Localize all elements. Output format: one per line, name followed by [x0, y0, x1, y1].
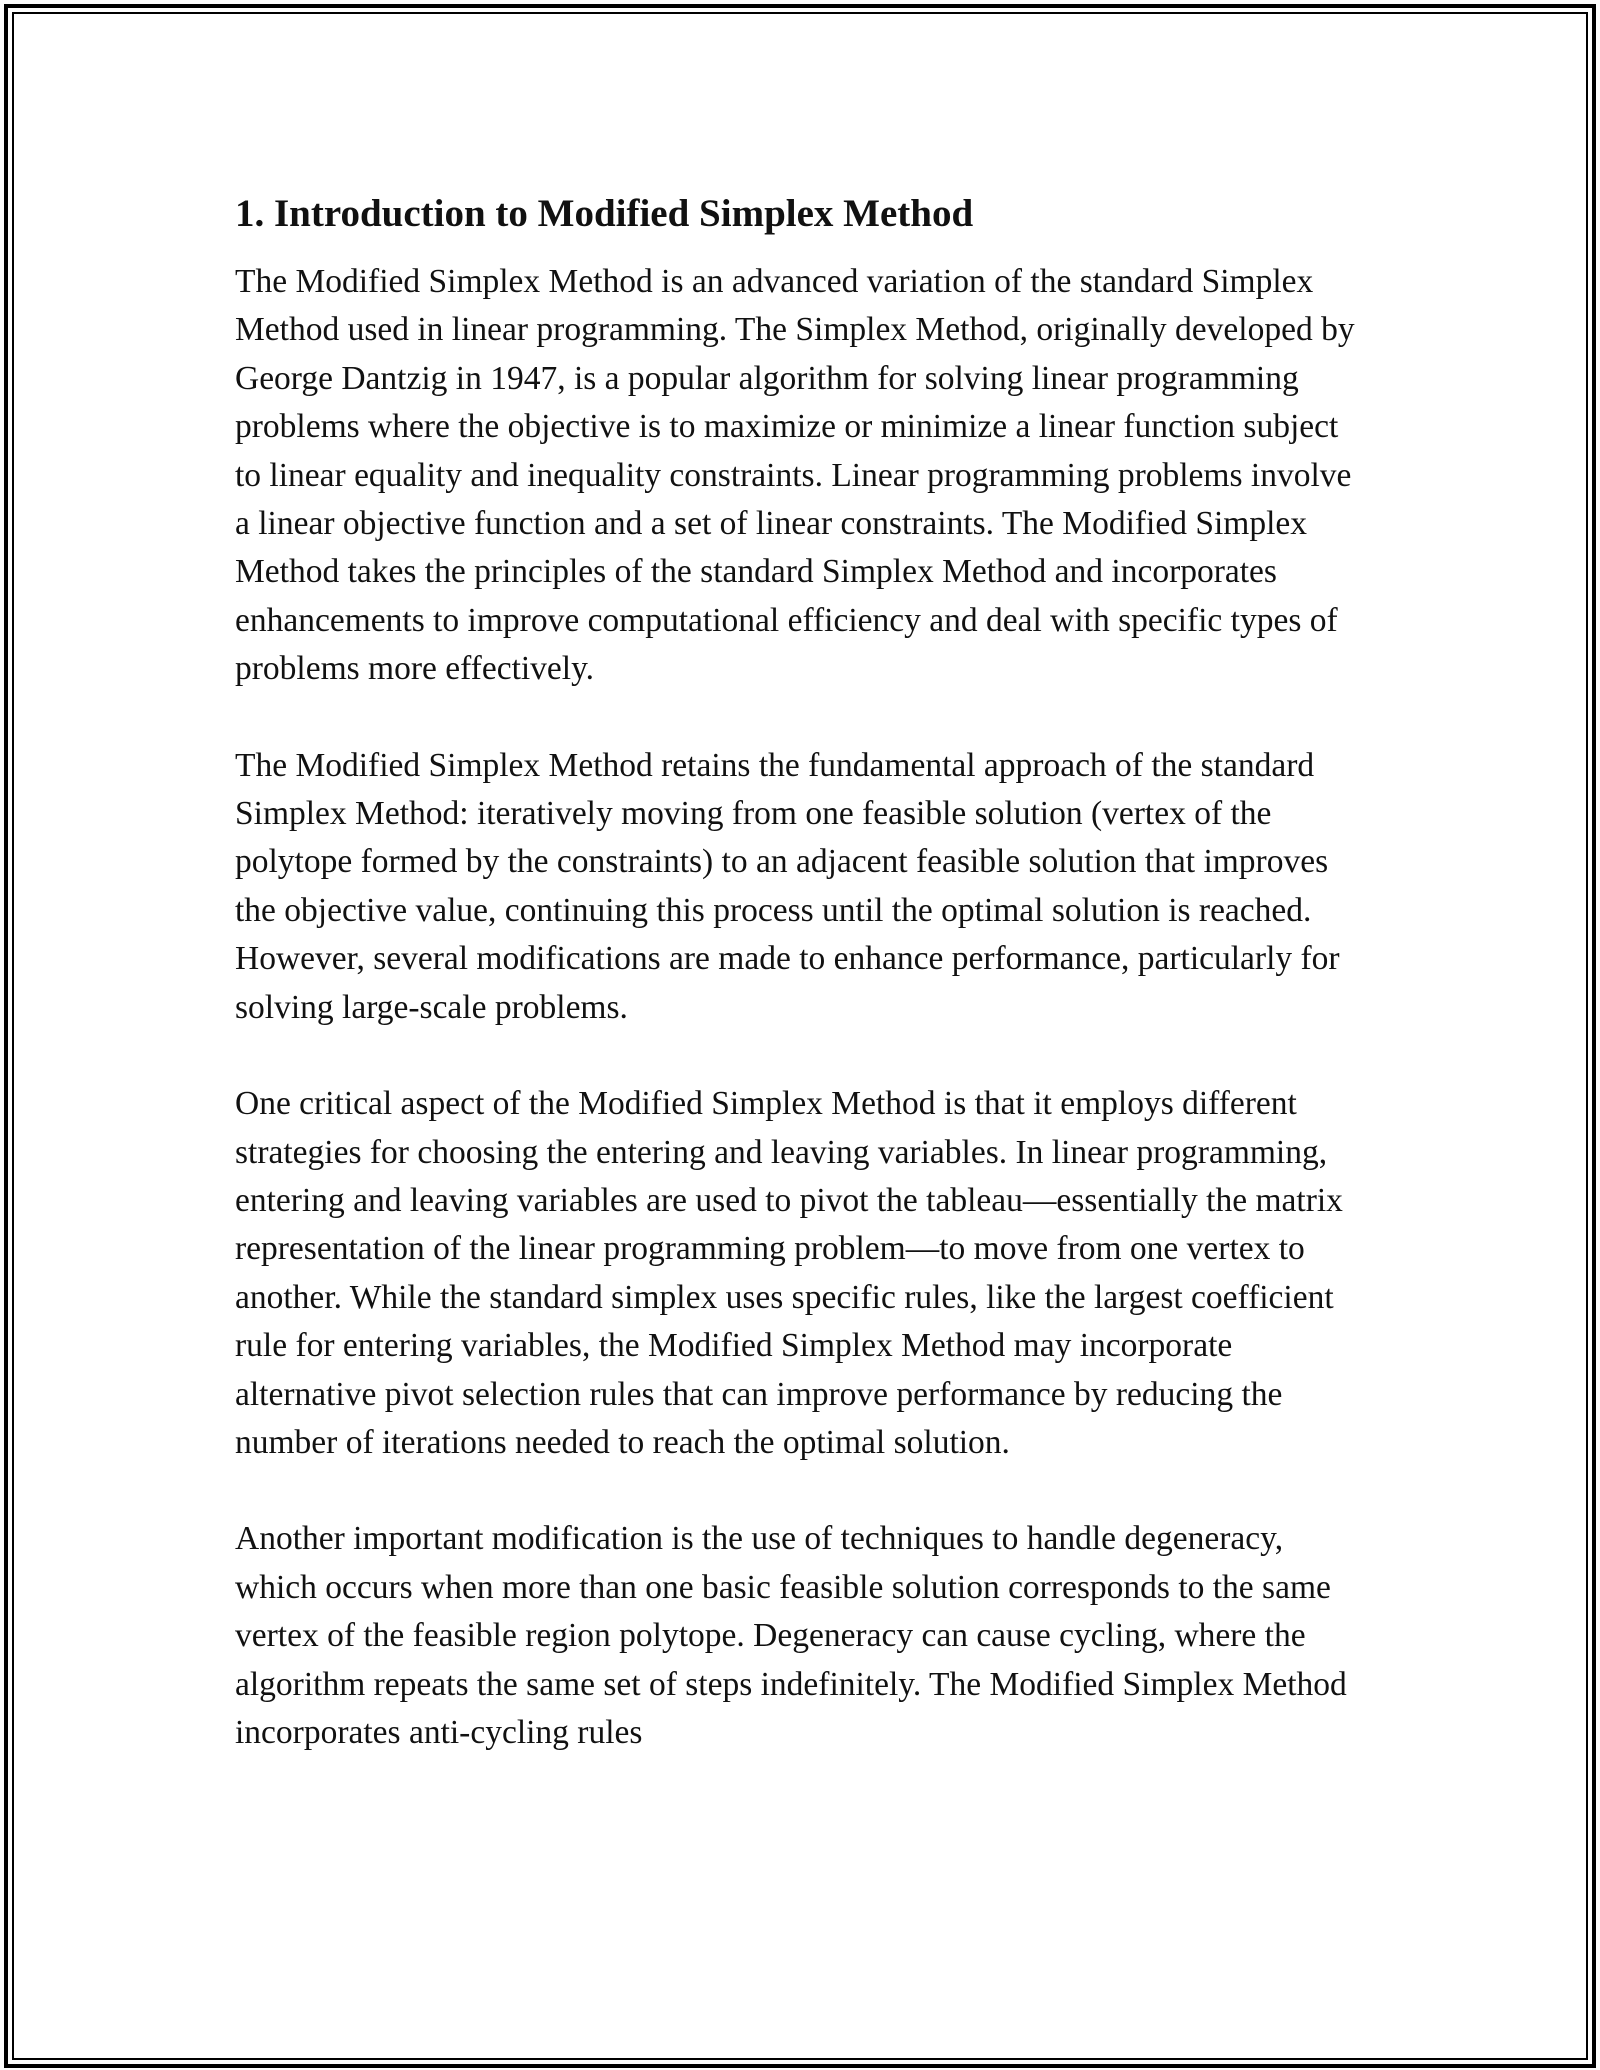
paragraph-pivot-rules: One critical aspect of the Modified Simplex Method is that it employs different strategies for choosing the entering and leaving variables. In linear programming, entering and leaving variables are used to pivot the tableau—essentially the matrix representation of the linear programming problem—to move from one vertex to another. While the standard simplex uses specific rules, like the largest coefficient rule for entering variables, the Modified Simplex Method may incorporate alternative pivot selection rules that can improve performance by reducing the number of iterations needed to reach the optimal solution.: [235, 1085, 1343, 1461]
paragraph-degeneracy: Another important modification is the use of techniques to handle degeneracy, which occurs when more than one basic feasible solution corresponds to the same vertex of the feasible region polytope. Degeneracy can cause cycling, where the algorithm repeats the same set of steps indefinitely. The Modified Simplex Method incorporates anti-cycling rules: [235, 1520, 1347, 1751]
paragraph-approach: The Modified Simplex Method retains the fundamental approach of the standard Simplex Method: iteratively moving from one feasible solution (vertex of the polytope formed by the constraints) to an adjacent feasible solution that improves the objective value, continuing this process until the optimal solution is reached. However, several modifications are made to enhance performance, particularly for solving large-scale problems.: [235, 746, 1340, 1026]
section-heading: 1. Introduction to Modified Simplex Method: [235, 192, 974, 235]
paragraph-introduction: The Modified Simplex Method is an advanced variation of the standard Simplex Method used in linear programming. The Simplex Method, originally developed by George Dantzig in 1947, is a popular algorithm for solving linear programming problems where the objective is to maximize or minimize a linear function subject to linear equality and inequality constraints. Linear programming problems involve a linear objective function and a set of linear constraints. The Modified Simplex Method takes the principles of the standard Simplex Method and incorporates enhancements to improve computational efficiency and deal with specific types of problems more effectively.: [235, 263, 1355, 688]
document-body: [235, 186, 1365, 1757]
